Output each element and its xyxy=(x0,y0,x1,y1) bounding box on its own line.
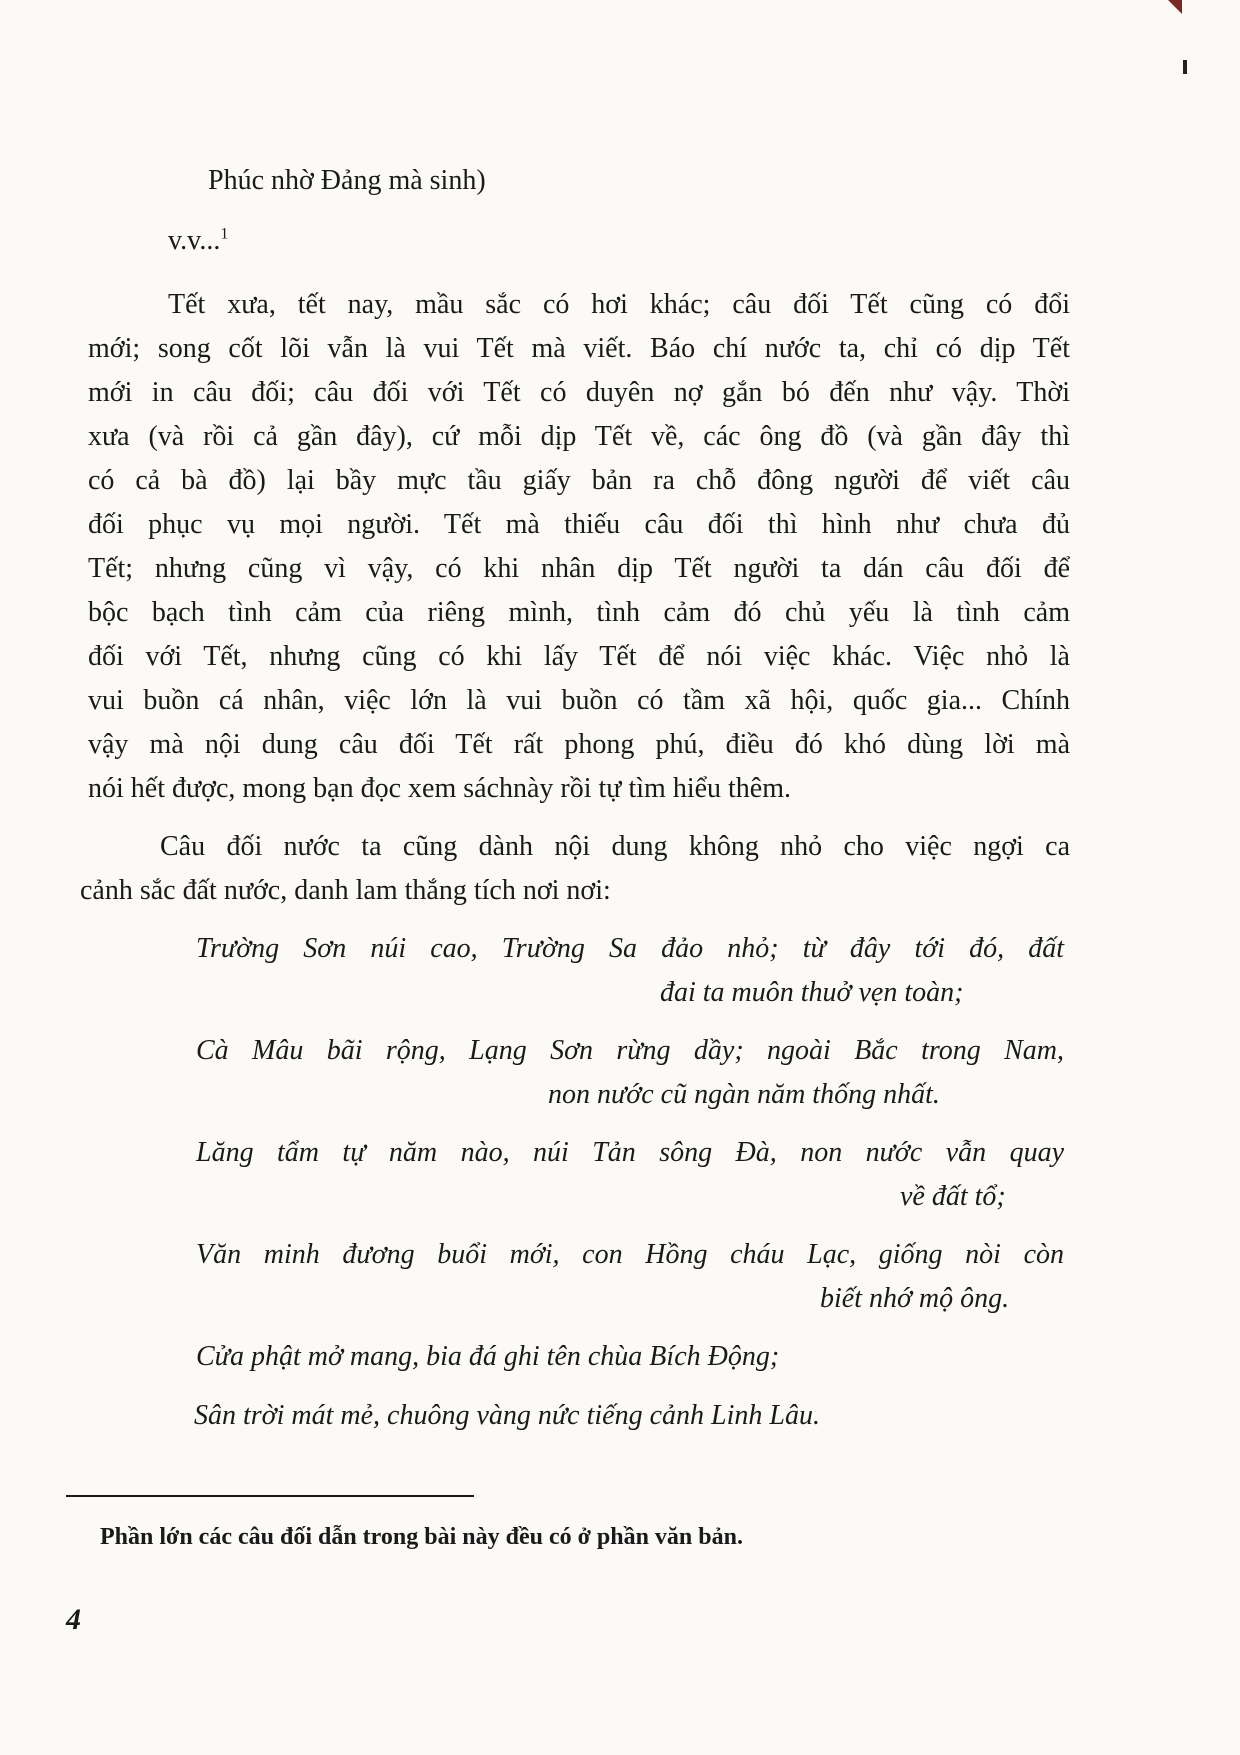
verse-line: Sân trời mát mẻ, chuông vàng nức tiếng cảnh Linh Lâu. xyxy=(194,1400,820,1431)
body-line: vậy mà nội dung câu đối Tết rất phong phú, điều đó khó dùng lời mà xyxy=(88,729,1070,760)
verse-line: Trường Sơn núi cao, Trường Sa đảo nhỏ; từ đây tới đó, đất xyxy=(196,933,1064,964)
verse-line: Lăng tẩm tự năm nào, núi Tản sông Đà, non nước vẫn quay xyxy=(196,1137,1064,1168)
body-line xyxy=(168,221,228,261)
page-edge-mark xyxy=(1183,60,1187,74)
body-line: đối phục vụ mọi người. Tết mà thiếu câu đối thì hình như chưa đủ xyxy=(88,509,1070,540)
body-line: Câu đối nước ta cũng dành nội dung không nhỏ cho việc ngợi ca xyxy=(160,831,1070,862)
verse-line: Cửa phật mở mang, bia đá ghi tên chùa Bích Động; xyxy=(196,1341,780,1372)
verse-line: non nước cũ ngàn năm thống nhất. xyxy=(548,1079,940,1110)
body-line: có cả bà đồ) lại bầy mực tầu giấy bản ra chỗ đông người để viết câu xyxy=(88,465,1070,496)
page-number: 4 xyxy=(66,1603,81,1636)
body-line: mới in câu đối; câu đối với Tết có duyên nợ gắn bó đến như vậy. Thời xyxy=(88,377,1070,408)
body-line: Tết; nhưng cũng vì vậy, có khi nhân dịp Tết người ta dán câu đối để xyxy=(88,553,1070,584)
body-line: xưa (và rồi cả gần đây), cứ mỗi dịp Tết về, các ông đồ (và gần đây thì xyxy=(88,421,1070,452)
verse-line: về đất tổ; xyxy=(900,1181,1006,1212)
page-corner-mark xyxy=(1168,0,1182,14)
body-line: mới; song cốt lõi vẫn là vui Tết mà viết. Báo chí nước ta, chỉ có dịp Tết xyxy=(88,333,1070,364)
body-line: Phúc nhờ Đảng mà sinh) xyxy=(208,165,486,196)
footnote-rule xyxy=(66,1495,474,1497)
verse-line: Văn minh đương buổi mới, con Hồng cháu Lạc, giống nòi còn xyxy=(196,1239,1064,1270)
body-line: nói hết được, mong bạn đọc xem sáchnày rồi tự tìm hiểu thêm. xyxy=(88,773,792,804)
footnote-ref: 1 xyxy=(220,225,229,243)
verse-line: đai ta muôn thuở vẹn toàn; xyxy=(660,977,964,1008)
verse-line: Cà Mâu bãi rộng, Lạng Sơn rừng dầy; ngoài Bắc trong Nam, xyxy=(196,1035,1064,1066)
body-line: cảnh sắc đất nước, danh lam thắng tích nơi nơi: xyxy=(80,875,611,906)
vv-text: v.v... xyxy=(168,225,221,256)
body-line: Tết xưa, tết nay, mầu sắc có hơi khác; câu đối Tết cũng có đổi xyxy=(168,289,1070,320)
verse-line: biết nhớ mộ ông. xyxy=(820,1283,1010,1314)
body-line: đối với Tết, nhưng cũng có khi lấy Tết để nói việc khác. Việc nhỏ là xyxy=(88,641,1070,672)
body-line: vui buồn cá nhân, việc lớn là vui buồn có tầm xã hội, quốc gia... Chính xyxy=(88,685,1070,716)
body-line: bộc bạch tình cảm của riêng mình, tình cảm đó chủ yếu là tình cảm xyxy=(88,597,1070,628)
footnote-text: Phần lớn các câu đối dẫn trong bài này đều có ở phần văn bản. xyxy=(100,1524,743,1550)
